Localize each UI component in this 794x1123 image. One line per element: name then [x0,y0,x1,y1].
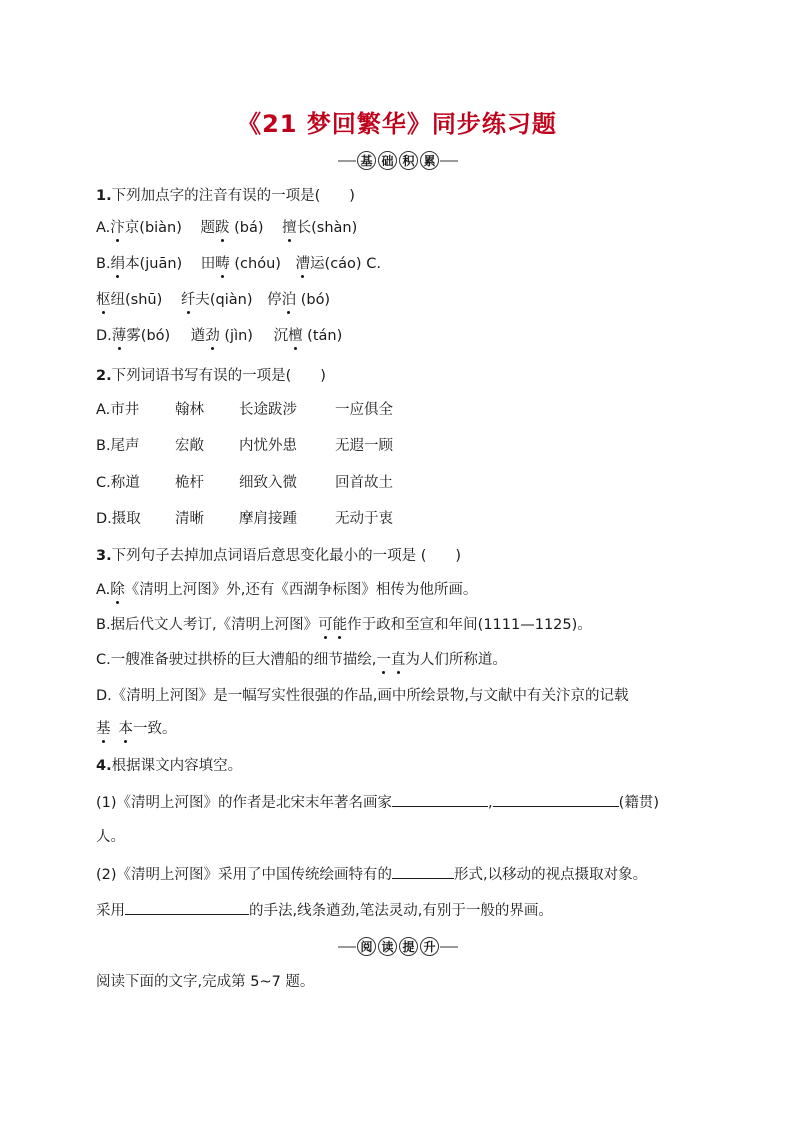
dotted-char: 可 [318,617,333,633]
question-number: 2. [96,368,112,384]
question-1-stem [96,186,355,206]
q4-part-2: (2)《清明上河图》采用了中国传统绘画特有的 形式,以移动的视点摄取对象。 [96,864,647,885]
dotted-char: 薄 [111,328,127,344]
q1-option-c: 枢纽(shū) 纤夫(qiàn) 停泊 (bó) [96,292,331,308]
dotted-char: 汴 [110,220,125,236]
dotted-char: 枢 [96,292,111,308]
question-2-stem [96,366,326,386]
q2-word: 宏敞 [175,438,204,454]
section-banner-basics [338,149,458,173]
q3-option-b: B.据后代文人考订,《清明上河图》可能作于政和至宣和年间(1111—1125)。 [96,617,592,633]
section-banner-reading [338,935,458,959]
question-3-stem [96,546,461,566]
q2-word: 长途跋涉 [239,402,297,418]
q4-part-1-line2: 人。 [96,829,125,845]
question-text: 根据课文内容填空。 [111,758,243,774]
q1-option-b: B.绢本(juān) 田畴 (chóu) 漕运(cáo) C. [96,256,381,272]
dotted-char: 一 [376,652,391,668]
answer-blank-form[interactable] [392,864,454,879]
banner-line-left [338,160,356,162]
q2-word: 摩肩接踵 [239,511,297,527]
q2-word: 桅杆 [175,475,204,491]
q3-option-d-line1: D.《清明上河图》是一幅写实性很强的作品,画中所绘景物,与文献中有关汴京的记载 [96,688,629,704]
dotted-char: 直 [390,652,406,668]
dotted-char: 泊 [281,292,297,308]
banner-char: 积 [399,151,418,170]
q2-word: 无动于衷 [335,511,393,527]
question-number: 3. [96,548,112,564]
q1-option-a: A.汴京(biàn) 题跋 (bá) 擅长(shàn) [96,220,358,236]
q2-word: 翰林 [175,402,204,418]
answer-blank-hometown[interactable] [493,792,619,807]
dotted-char: 基 [96,721,111,737]
q2-word: 回首故土 [335,475,393,491]
page-title: 《21 梦回繁华》同步练习题 [237,110,557,138]
q3-option-c: C.一艘准备驶过拱桥的巨大漕船的细节描绘,一直为人们所称道。 [96,652,507,668]
q2-word: A.市井 [96,402,140,418]
q2-word: 无遐一顾 [335,438,393,454]
q2-word: C.称道 [96,475,140,491]
q2-word: D.摄取 [96,511,141,527]
dotted-char: 能 [332,617,348,633]
dotted-char: 跋 [215,220,230,236]
banner-char: 累 [420,151,439,170]
answer-blank-technique[interactable] [125,900,249,915]
q2-word: 清晰 [175,511,204,527]
dotted-char: 除 [110,582,125,598]
question-number: 4. [96,758,112,774]
dotted-char: 纤 [180,292,196,308]
banner-char: 基 [357,151,376,170]
banner-char: 阅 [357,937,376,956]
dotted-char: 檀 [288,328,303,344]
q2-word: B.尾声 [96,438,140,454]
banner-line-right [440,946,458,948]
banner-char: 础 [378,151,397,170]
q4-part-1: (1)《清明上河图》的作者是北宋末年著名画家 , (籍贯) [96,792,659,813]
dotted-char: 畴 [215,256,230,272]
banner-char: 升 [420,937,439,956]
dotted-char: 擅 [282,220,297,236]
banner-char: 提 [399,937,418,956]
question-number: 1. [96,188,112,204]
banner-line-right [440,160,458,162]
dotted-char: 本 [118,721,133,737]
dotted-char: 绢 [110,256,126,272]
q2-word: 细致入微 [239,475,297,491]
question-text: 下列加点字的注音有误的一项是( ) [111,188,355,204]
dotted-char: 漕 [295,256,311,272]
q2-word: 内忧外患 [239,438,297,454]
q2-word: 一应俱全 [335,402,393,418]
dotted-char: 劲 [205,328,220,344]
banner-line-left [338,946,356,948]
q4-part-2-line2: 采用 的手法,线条遒劲,笔法灵动,有别于一般的界画。 [96,900,553,921]
q3-option-d-line2: 基 本一致。 [96,721,177,737]
q1-option-d: D.薄雾(bó) 遒劲 (jìn) 沉檀 (tán) [96,328,343,344]
question-4-stem [96,756,242,776]
question-text: 下列词语书写有误的一项是( ) [111,368,326,384]
answer-blank-painter[interactable] [392,792,488,807]
q3-option-a: A.除《清明上河图》外,还有《西湖争标图》相传为他所画。 [96,582,478,598]
reading-intro: 阅读下面的文字,完成第 5~7 题。 [96,974,315,990]
question-text: 下列句子去掉加点词语后意思变化最小的一项是 ( ) [111,548,462,564]
banner-char: 读 [378,937,397,956]
